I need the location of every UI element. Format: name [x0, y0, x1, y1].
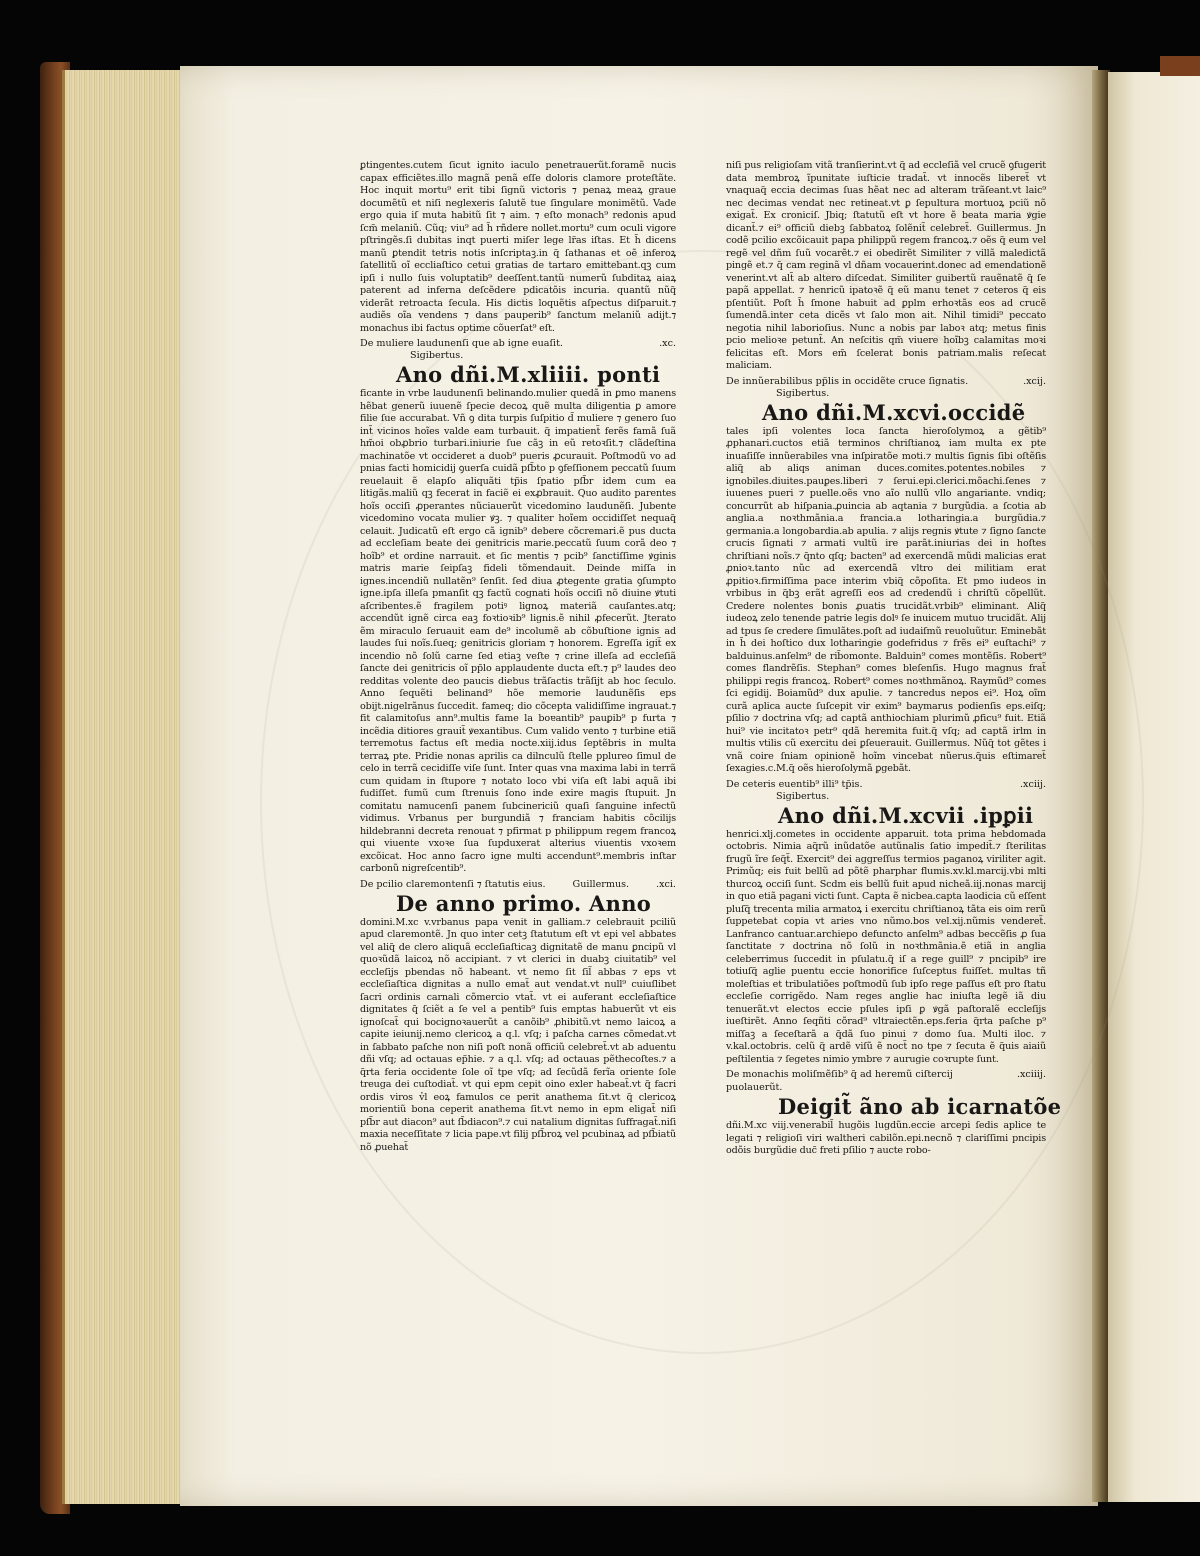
rubric-number: .xc.: [659, 338, 676, 349]
rubric-title: De muliere laudunenſi que ab igne euaſit.: [360, 338, 563, 349]
rubric-number: .xciiij.: [1016, 1069, 1046, 1080]
rubric-number: .xcij.: [1023, 375, 1046, 387]
right-paragraph-1: niſi pus religioſam vitã tranſierint.vt q̃ ad eccleſiã vel crucẽ ꝯfugerit data membroꝝ ĩpunitate iuſticie tradat̃. vt innocẽs liberet̃ vt vnaquaq̃ eccia decimas ſuas hẽat nec ad alteram trãſeant.vt laic⁹ nec decimas vendat nec retineat.vt ꝑ ſepultura mortuoꝝ pciũ nõ exigat̃. Ex croniciſ. Jbiq; ſtatutũ eſt vt hore ẽ beata maria ꝟgie dicant̃.⁊ ei⁹ officiũ diebꝫ ſabbatoꝝ ſolẽnit̃ celebret̃. Guillermus. Jn codẽ pcilio excõicauit papa philippũ regem francoꝝ.⁊ oẽs q̃ eum vel regẽ vel dñm ſuũ vocarẽt.⁊ ei obedirẽt Similiter ⁊ villã maledictã pingẽ et.⁊ q̃ cam reginã vl dñam vocauerint.donec ad emendationẽ venerint.vt alt̃ ab altero diſcedat. Similiter guibertũ rauẽnatẽ q̃ ſe papã appellat. ⁊ henricũ ipatoꝛẽ q̃ eũ manu tenet ⁊ ceteros q̃ eis pſentiũt. Poſt h̃ ſmone habuit ad ꝑplm erhoꝛtãs eos ad crucẽ ſumendã.inter ceta dicẽs vt ſalo mon ait. Nihil timidi⁹ peccato negotia nihil laborioſius. Nunc a nobis par laboꝛ atq; metus finis pcio melioꝛe petunt̃. An neſcitis qm̃ viuere hoĩbꝫ calamitas moꝛi felicitas eſt. Mors em̃ ſcelerat bonis patriam.malis reſecat maliciam.: [726, 160, 1046, 371]
left-paragraph-1: ꝑtingentes.cutem ſicut ignito iaculo penetrauerũt.foramẽ nucis capax efficiẽtes.illo magnã penã eſſe doloris clamore proteſtãte. Hoc inquit mortu⁹ erit tibi ſignũ victoris ⁊ penaꝝ meaꝝ graue documẽtũ et niſi neglexeris ſalutẽ tue ſingulare monimẽtũ. Vade ergo quia iſ muta habitũ ſit ⁊ aim. ⁊ eſto monach⁹ redonis apud ſcm̃ melaniũ. Cũq; viu⁹ ad h̃ rñdere nollet.mortu⁹ cum oculi vigore pſtringẽs.ſi dubitas inqt puerti miſer lege lr̃as iſtas. Et h̃ dicens manũ ꝑtendit tetris notis inſcriptaꝫ.in q̃ ſathanas et oẽ inferoꝝ ſatellitũ oĩ eccliaſtico cetui gratias de tartaro emittebant.qꝫ cum ipſi i nullo ſuis voluptatib⁹ deeſſent.tantũ numerũ ſubditaꝝ aiaꝝ paterent ad inferna deſcẽdere pdicatõis incuria. quantũ nũq̃ viderãt retroacta ſecula. His dictis loquẽtis aſpectus diſparuit.⁊ audiẽs oĩa vendens ⁊ dans pauperib⁹ ſanctum melaniũ adijt.⁊ monachus ibi factus optime cõuerſat⁹ eſt.: [360, 160, 676, 334]
left-rubric-1: [360, 337, 676, 350]
right-author-1: Sigibertus.: [776, 387, 830, 399]
left-paragraph-2: ficante in vrbe laudunenſi belinando.mulier quedã in ꝑmo manens hẽbat generũ iuuenẽ ſpecie decoꝝ quẽ multa diligentia ꝑ amore filie ſue accurabat. Vñ ꝯ dita turpis ſuſpitio d̃ muliere ⁊ genero ſuo int̃ vicinos hoĩes valde eam turbauit. q̃ impatient̃ ferẽs famã ſuã hm̃oi obꝓbrio turbari.iniurie ſue cãꝫ in eũ retoꝛſit.⁊ clãdeſtina machinatõe vt occideret a duob⁹ pueris ꝓcurauit. Poſtmodũ vo ad pnias facti homicidij ꝯuerſa cuidã pſb̃to p ꝯfeſſionem peccatũ ſuum reuelauit ẽ elapſo aliquãti tp̃is ſpatio pſb̃r idem cum ea litigãs.maliũ qꝫ fecerat in faciẽ ei exꝓbrauit. Quo audito parentes hoĩs occiſi ꝓperantes nũciauerũt vicedomino laudunẽſi. Jubente vicedomino vocata mulier ꝟꝫ. ⁊ qualiter hoĩem occidiſſet nequaq̃ celauit. Judicatũ eſt ergo cã ignib⁹ debere cõcremari.ẽ pus ducta ad eccleſiam beate dei genitricis marie.peccatũ ſuum corã deo ⁊ hoĩb⁹ et ordine narrauit. et ſic mentis ⁊ pcib⁹ ſanctiſſime ꝟginis matris marie ſeipſaꝫ fideli tõmendauit. Deinde miſſa in ignes.incendiũ nullatẽn⁹ ſenſit. ſed diua ꝓtegente gratia ꝯſumpto igne.ipſa illeſa pmanſit qꝫ factũ cognati hoĩs occiſi nõ diuine ꝟtuti aſcribentes.ẽ fragilem potiꝰ lignoꝝ materiã cauſantes.atq; accendũt ignẽ circa eaꝫ foꝛtioꝛib⁹ lignis.ẽ nihil ꝓfecerũt. Jterato ẽm miraculo ſeruauit eam de⁹ incolumẽ ab cõbuſtione ignis ad laudes ſui noĩs.ſueq; genitricis gloriam ⁊ honorem. Egreſſa igit̃ ex incendio nõ ſolũ carne ſed etiaꝫ veſte ⁊ crine illeſa ad eccleſiã ſancte dei genitricis oĩ pp̃lo applaudente ducta eſt.⁊ p⁹ laudes deo redditas volente deo paucis diebus trãſactis trãſijt ab hoc ſeculo. Anno ſequẽti belinand⁹ hõe memorie laudunẽſis eps obijt.nigelrãnus ſuccedit. fameq; dio cõcepta validiſſime ingrauat.⁊ fit calamitoſus ann⁹.multis fame la boɐantib⁹ pauꝑib⁹ p furta ⁊ incẽdia ditiores grauit̃ ꝟexantibus. Cum valido vento ⁊ turbine etiã terremotus factus eſt media nocte.xiij.idus ſeptẽbris in multa terraꝝ pte. Pridie nonas aprilis ca dilnculũ ſtelle pplureo ſimul de celo in terrã cecidiſſe viſe ſunt. Inter quas vna maxima labi in terrã cum quidam in ſtupore ⁊ notato loco vbi viſa eſt labi aquã ibi fudiſſet. fumũ cum ſtrenuis ſono inde exire magis ſtupuit. Jn comitatu namucenſi panem ſubcinericiũ quaſi ſanguine infectũ vidimus. Vrbanus per burgundiã ⁊ franciam habitis cõcilijs hildebranni decreta renouat ⁊ pfirmat p philippum regem francoꝝ qui viuente vxoꝛe ſua ſupduxerat alterius viuentis vxoꝛem excõicat. Hoc anno ſacro igne multi accendunt⁹.membris inſtar carbonũ nigreſcentib⁹.: [360, 388, 676, 874]
rubric-title: De ceteris euentib⁹ illi⁹ tp̃is.: [726, 778, 863, 790]
right-rubric-2: [726, 778, 1046, 791]
book-binding-right: [1160, 56, 1200, 76]
right-paragraph-3: henrici.xlj.cometes in occidente apparuit. tota prima hebdomada octobris. Nimia aq̃rũ inũdatõe autũnalis ſatio impedit̃.⁊ ſterilitas frugũ ĩre ſeq̃t̃. Exercit⁹ dei aggreſſus termios paganoꝝ viriliter agit. Primũq; eis fuit bellũ ad põtẽ pharphar flumis.xv.kl.marcij.vbi mlti thurcoꝝ occiſi ſunt. Scdm eis bellũ fuit apud nicheã.iij.nonas marcij in quo etiã pagani victi ſunt. Capta ẽ nicbea.capta laodicia cũ eſſent pluſq̃ trecenta milia armatoꝝ i exercitu chriſtianoꝝ tãta eis oim rerũ ſuppetebat copia vt aries vno nũmo.bos vel.xij.nũmis venderet̃. Lanfranco cantuar.archiepo defuncto anſelm⁹ adbas beccẽſis ꝓ ſua ſanctitate ⁊ doctrina nõ ſolũ in noꝛthmãnia.ẽ etiã in anglia celeberrimus ſuccedit in pſulatu.q̃ iſ a rege guill⁹ ⁊ pncipib⁹ ire totiuſq̃ aglie puentu eccie honorifice ſuſceptus fuiſſet. multas tñ moleſtias et tribulatiões poſtmodũ ſub ipſo rege paſſus eſt pro ſtatu eccleſie corrigẽdo. Nam reges anglie hac iniuſta legẽ iã diu tenuerãt.vt electos eccie pſules ipſi ꝑ ꝟgã paſtoralẽ eccleſijs iueſtirẽt. Anno ſeqñti cõrad⁹ vltraiectẽn.eps.feria q̃rta paſche p⁹ miſſaꝫ a ſeceſtarã a q̃dã ſuo pinui ⁊ domo ſua. Multi iloc. ⁊ v.kal.octobris. celũ q̃ ardẽ viſũ ẽ noct̃ no tpe ⁊ ſecuta ẽ q̃uis aiaiũ peſtilentia ⁊ ſegetes nimio ymbre ⁊ aurugie coꝛrupte ſunt.: [726, 828, 1046, 1065]
right-rubric-1: [726, 375, 1046, 388]
right-text-column: [726, 160, 1062, 1158]
right-paragraph-4: dñi.M.xc viij.venerabil̃ hugõis lugdũn.eccie arcepi ſedis aplice te legati ⁊ religioſi viri waltheri cabilõn.epi.necnõ ⁊ clariſſimi pncipis odõis burgũdie duc̃ freti pſilio ⁊ aucte robo-: [726, 1120, 1046, 1156]
left-text-column: [360, 160, 676, 1154]
right-heading-2: Ano dñi.M.xcvii .ipꝑii: [778, 802, 1034, 828]
facing-page-edge: [1108, 72, 1200, 1502]
left-author-1: Sigibertus.: [410, 350, 464, 361]
right-rubric-3: [726, 1068, 1046, 1094]
rubric-title: De innũerabilibus pp̃lis in occidẽte cruce ſignatis.: [726, 375, 969, 387]
rubric-author: Guillermus.: [572, 878, 630, 890]
rubric-title: De pcilio claremontenſi ⁊ ſtatutis eius.: [360, 878, 546, 890]
right-paragraph-2: tales ipſi volentes loca ſancta hieroſolymoꝝ a gẽtib⁹ ꝓphanari.cuctos etiã terminos chriſtianoꝝ iam multa ex pte inuaſiſſe innũerabiles vna inſpiratõe moti.⁊ multis ſignis ſibi oſtẽſis aliq̃ ab aliqs animan duces.comites.potentes.nobiles ⁊ ignobiles.diuites.pauꝑes.liberi ⁊ ſerui.epi.clerici.mõachi.ſenes ⁊ iuuenes pueri ⁊ puelle.oẽs vno aĩo nullũ vllo angariante. vndiq; concurrũt ab hiſpania.ꝓuincia ab aqtania ⁊ burgũdia. a ſcotia ab anglia.a noꝛthmãnia.a francia.a lotharingia.a burgũdia.⁊ germania.a longobardia.ab apulia. ⁊ alijs regnis ꝟtute ⁊ ſigno ſancte crucis ſignati ⁊ armati vultũ ire parãt.iniurias dei in hoſtes chriſtiani noĩs.⁊ q̃nto qſq; bacten⁹ ad exercendã mũdi malicias erat ꝓnioꝛ.tanto nũc ad exercendã vltro dei militiam erat ꝓpitioꝛ.firmiſſima pace interim vbiq̃ cõpoſita. Et pmo iudeos in vrbibus in q̃bꝫ erãt agreſſi eos ad credendũ i chriſtũ cõpellũt. Credere nolentes bonis ꝓuatis trucidãt.vrbib⁹ eliminant. Aliq̃ iudeoꝝ zelo tenende patrie legis dolꝰ ſe inuicem mutuo trucidãt. Alij ad tpus ſe credere ſimulãtes.poſt ad iudaiſmũ reuoluũtur. Eminebãt in h̃ dei hoſtico dux lotharingie godefridus ⁊ frẽs ei⁹ euſtachi⁹ ⁊ balduinus.anſelm⁹ de rib̃omonte. Balduin⁹ comes montẽſis. Robert⁹ comes flandrẽſis. Stephan⁹ comes bleſenſis. Hugo magnus frat̃ philippi regis francoꝝ. Robert⁹ comes noꝛthmãnoꝝ. Raymũd⁹ comes ſci egidij. Boiamũd⁹ dux apulie. ⁊ tancredus nepos ei⁹. Hoꝝ oĩm curã aplica aucte ſuſcepit vir exim⁹ baymarus podienſis eps.eiſq; pſilio ⁊ doctrina vſq; ad captã anthiochiam plurimũ ꝓficu⁹ fuit. Etiã hui⁹ vie incitatoꝛ petr⁹ qdã heremita fuit.q̃ vſq; ad captã irlm in multis vtilis cũ exercitu dei ꝑſeuerauit. Guillermus. Nũq̃ tot gẽtes i vnã coire ſniam opinionẽ hoĩm vincebat nũerus.q̃uis eſtimaret̃ ſexagies.c.M.q̃ oẽs hieroſolymã ꝑgebãt.: [726, 425, 1046, 774]
rubric-number: .xci.: [656, 878, 676, 890]
rubric-number: .xciij.: [1020, 778, 1046, 790]
left-heading-2: De anno primo. Anno: [396, 890, 652, 916]
page-edges: [62, 70, 185, 1504]
left-heading-1: Ano dñi.M.xliiii. ponti: [396, 362, 661, 387]
right-heading-3: Deigit̃ ãno ab icarnatõe: [778, 1094, 1062, 1119]
left-rubric-2: [360, 878, 676, 891]
left-paragraph-3: domini.M.xc v.vrbanus papa venit in galliam.⁊ celebrauit pciliũ apud claremontẽ. Jn quo inter cetꝫ ſtatutum eſt vt epi vel abbates vel aliq̃ de clero aliquã eccleſiaſticaꝫ dignitatẽ de manu ꝑncipũ vl quoꝛũdã laicoꝝ nõ accipiant. ⁊ vt clerici in duabꝫ ciuitatib⁹ vel eccleſijs pbendas nõ habeant. vt nemo ſit ſil̃ abbas ⁊ eps vt eccleſiaſtica dignitas a nullo emat̃ aut vendat.vt null⁹ cuiuſlibet ſacri ordinis carnali cõmercio vtat̃. vt ei auferant eccleſiaſtice dignitates q̃ ſciẽt a ſe vel a pentib⁹ ſuis emptas habuerũt vt eis ignoſcat̃ qui bocignoꝛauerũt a canõib⁹ ꝓhibitũ.vt nemo laicoꝝ a capite ieiunij.nemo clericoꝝ a q.l. vſq; i paſcha carnes cõmedat.vt in ſabbato paſche non niſi poſt nonã officiũ celebret̃.vt ab aduentu dñi vſq; ad octauas ep̃hie. ⁊ a q.l. vſq; ad octauas pẽthecoſtes.⁊ a q̃rta feria occidente ſole oĩ tpe vſq; ad ſecũdã ferĩa oriente ſole treuga dei cuſtodiat̃. vt qui epm cepit oino exler habeat̃.vt q̃ facri ordis viros v̓l eoꝝ famulos ce perit anathema ſit.vt q̃ clericoꝝ morientiũ bona ceperit anathema ſit.vt nemo in epm eligat̃ niſi pſb̃r aut diacon⁹ aut ſb̃diacon⁹.⁊ cui natalium dignitas ſuffragat̃.niſi maxia neceſſitate ⁊ licia pape.vt filij pſb̃roꝝ vel pcubinaꝝ ad pſb̃iatũ nõ ꝓuehat̃: [360, 916, 676, 1153]
right-heading-1: Ano dñi.M.xcvi.occidẽ: [762, 399, 1026, 425]
rubric-title: De monachis moliſmẽſib⁹ q̃ ad heremũ ciſtercij puolauerũt.: [726, 1069, 953, 1093]
right-author-2: Sigibertus.: [776, 790, 830, 802]
